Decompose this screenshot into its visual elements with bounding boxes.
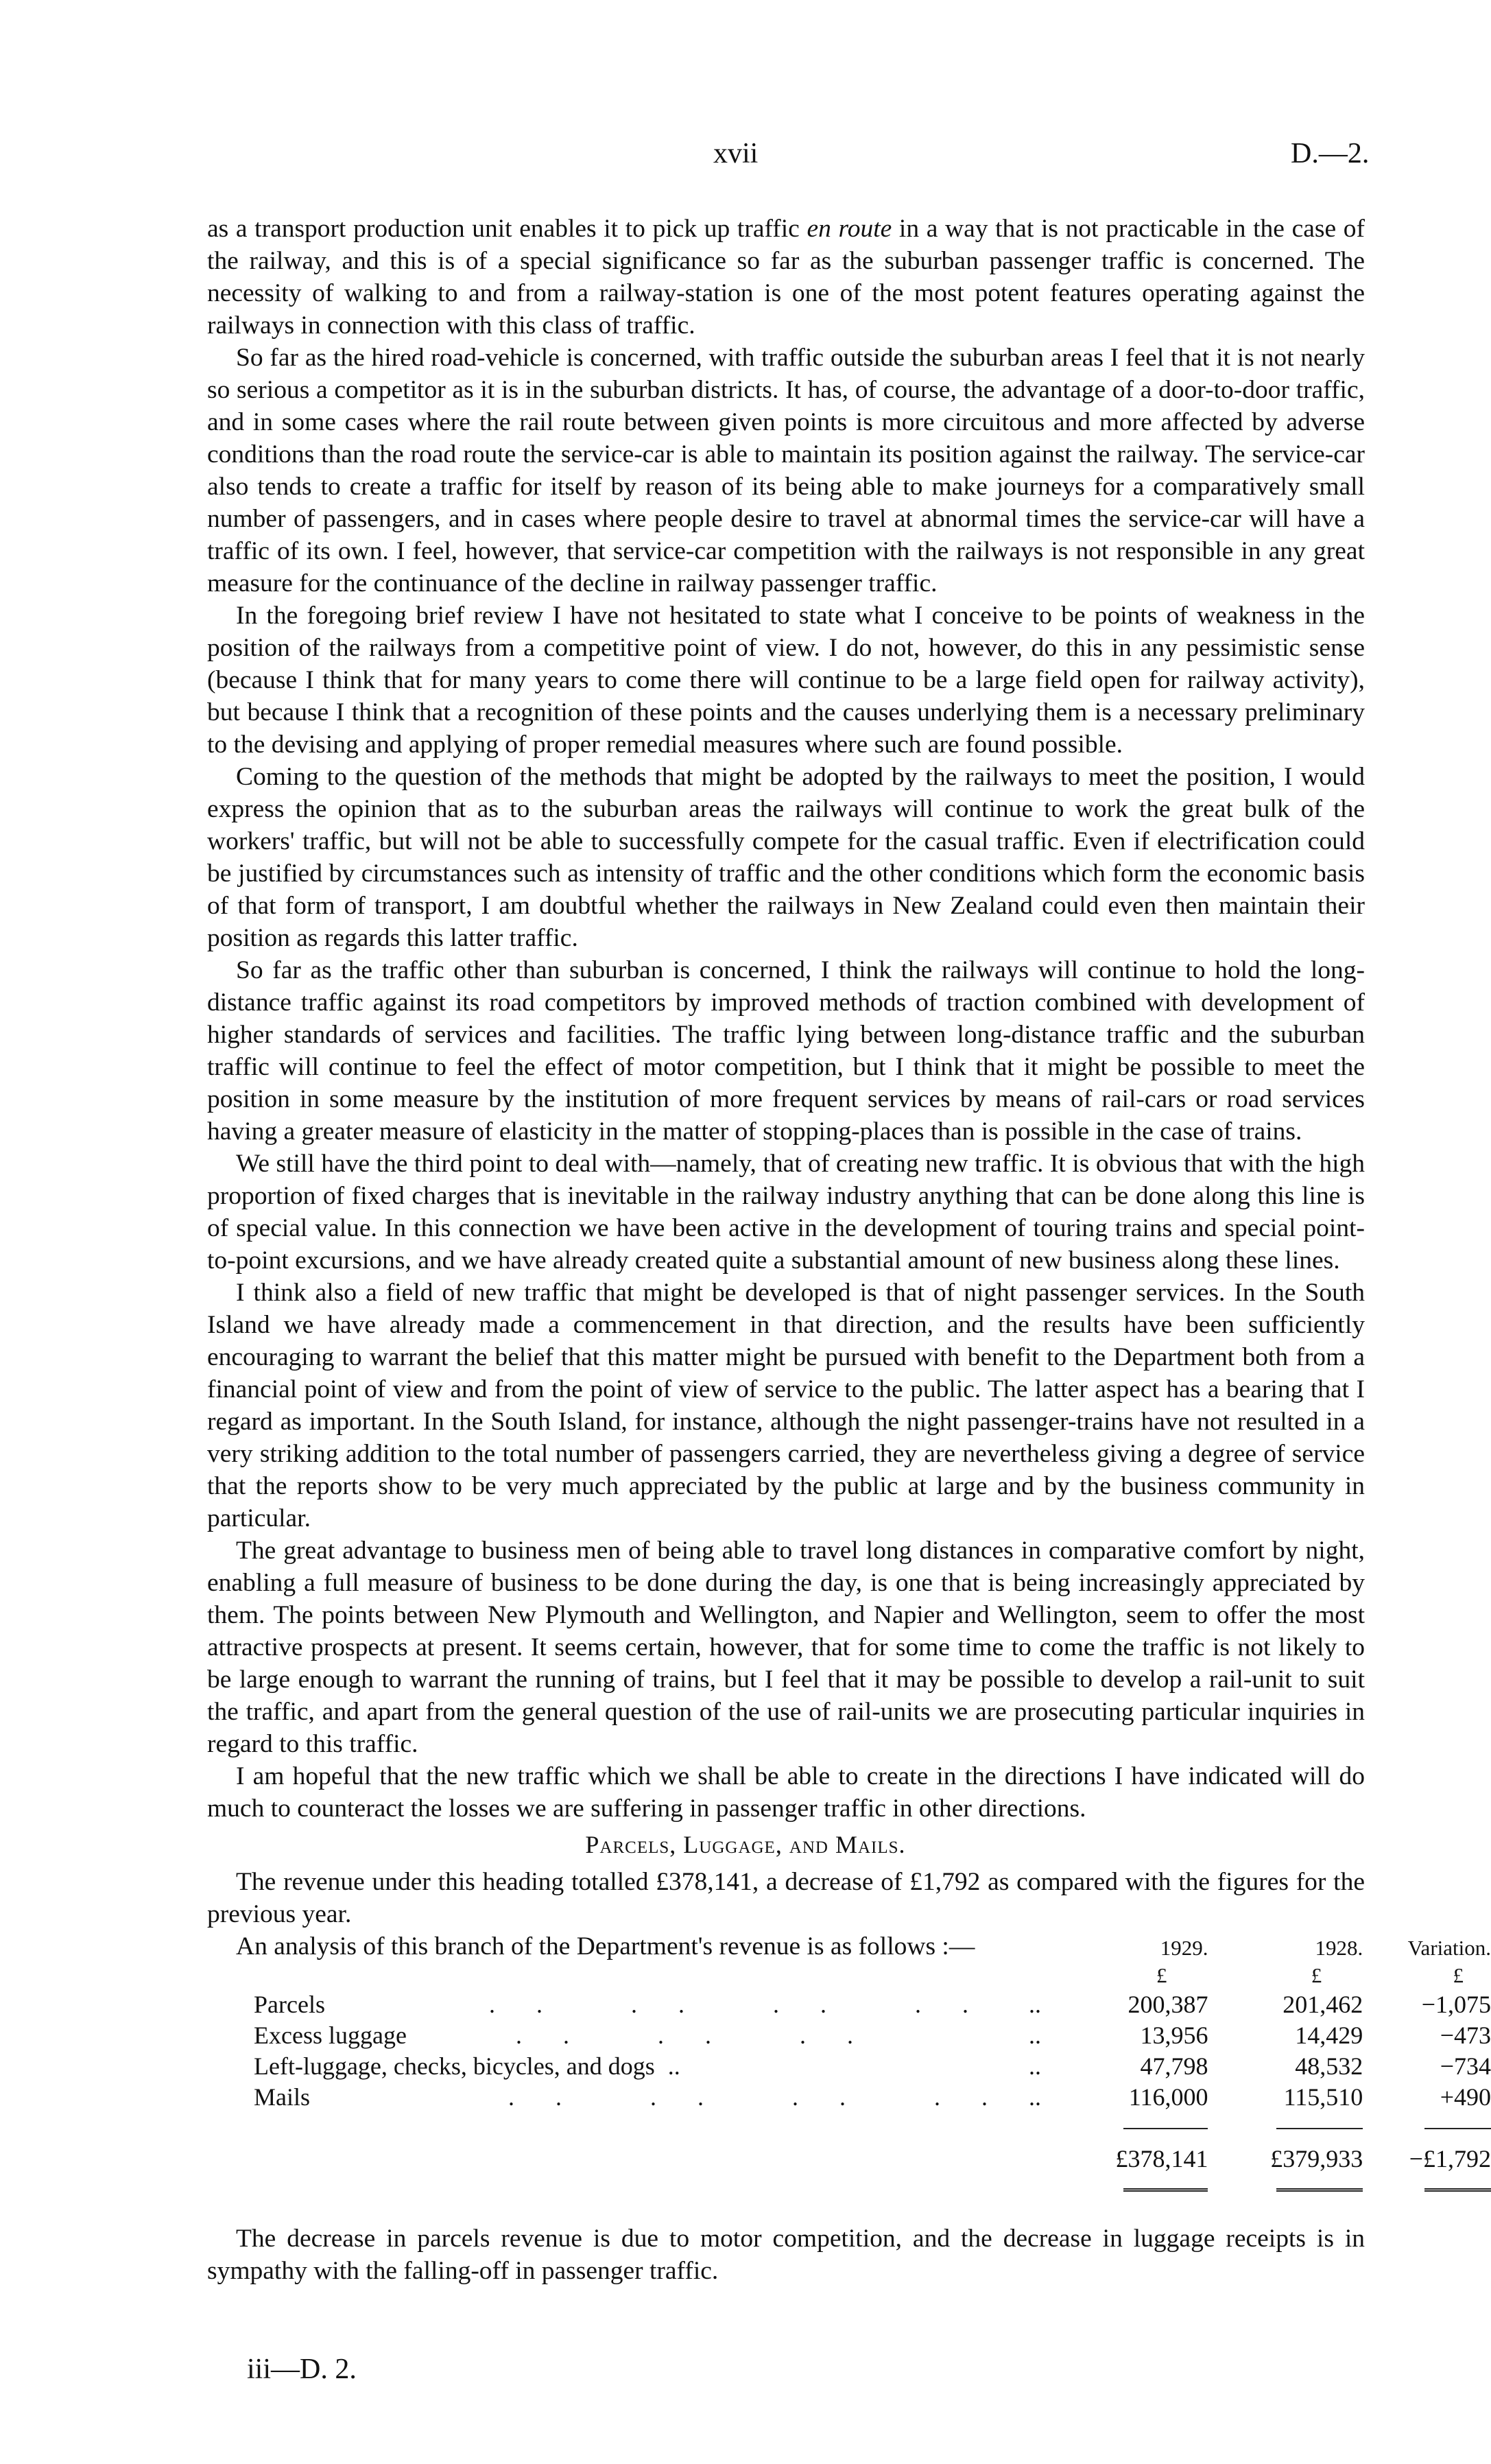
totals-row xyxy=(254,2144,1491,2175)
paragraph: So far as the traffic other than suburban is concerned, I think the railways will continue to hold the long-distance traffic against its road competitors by improved methods of traction combined with development of higher standards of services and facilities. The traffic lying between long-distance traffic and the suburban traffic will continue to feel the effect of motor competition, but I think that it might be possible to meet the position in some measure by the institution of more frequent services by means of rail-cars or road services having a greater measure of elasticity in the matter of stopping-places than is possible in the case of trains. xyxy=(207,956,1365,1146)
column-header: Variation. xyxy=(1407,1936,1491,1960)
sum-rule xyxy=(1123,2128,1208,2129)
table-row xyxy=(254,2082,1491,2113)
row-label-text: Mails xyxy=(254,2083,311,2111)
paragraph: So far as the hired road-vehicle is concerned, with traffic outside the suburban areas I feel that it is not nearly so serious a competitor as it is in the suburban districts. It has, of course, the advantage of a door-to-door traffic, and in some cases where the rail route between given points is more circuitous and more affected by adverse conditions than the road route the service-car is able to maintain its position against the railway. The service-car also tends to create a traffic for itself by reason of its being able to make journeys for a comparatively small number of passengers, and in cases where people desire to travel at abnormal times the service-car will have a traffic of its own. I feel, however, that service-car competition with the railways is not responsible in any great measure for the continuance of the decline in railway passenger traffic. xyxy=(207,344,1365,597)
row-label xyxy=(254,2082,1029,2113)
row-label xyxy=(254,2051,1029,2082)
document-reference: D.—2. xyxy=(1291,138,1370,169)
text-run: in a way that is not practicable in the case of the railway, and this is of a special significance so far as the suburban passenger traffic is concerned. The necessity of walking to and from a railway-station is one of the most potent features operating against the railways in connection with this class of traffic. xyxy=(207,215,1365,340)
footer-signature: iii—D. 2. xyxy=(247,2354,357,2385)
value-1928: 14,429 xyxy=(1295,2022,1363,2049)
total-rule xyxy=(1424,2188,1491,2192)
variation: −734 xyxy=(1440,2052,1491,2080)
page-number: xvii xyxy=(713,138,759,169)
value-1928: 115,510 xyxy=(1283,2083,1363,2111)
column-header: 1928. xyxy=(1315,1936,1363,1960)
value-1929: 47,798 xyxy=(1140,2052,1208,2080)
revenue-table xyxy=(254,1934,1491,2205)
paragraph xyxy=(207,213,1365,342)
table-row xyxy=(254,2020,1491,2051)
row-label xyxy=(254,1989,1029,2020)
leader-dots: .. xyxy=(1029,2022,1042,2049)
table-row xyxy=(254,2051,1491,2082)
leader-dots: .. xyxy=(667,2052,680,2080)
table-row xyxy=(254,1989,1491,2020)
total-1929: £378,141 xyxy=(1115,2145,1208,2172)
sum-rule xyxy=(1276,2128,1363,2129)
row-label xyxy=(254,2020,1029,2051)
row-label-text: Left-luggage, checks, bicycles, and dogs xyxy=(254,2052,655,2080)
variation: −1,075 xyxy=(1421,1991,1491,2018)
paragraph: The decrease in parcels revenue is due to motor competition, and the decrease in luggage receipts is in sympathy with the falling-off in passenger traffic. xyxy=(207,2225,1365,2285)
paragraph: An analysis of this branch of the Department's revenue is as follows :— xyxy=(236,1932,975,1960)
total-rule xyxy=(1276,2188,1363,2192)
paragraph: We still have the third point to deal with—namely, that of creating new traffic. It is obvious that with the high proportion of fixed charges that is inevitable in the railway industry anything that can be done along this line is of special value. In this connection we have been active in the development of touring trains and special point-to-point excursions, and we have already created quite a substantial amount of new business along these lines. xyxy=(207,1150,1365,1275)
variation: +490 xyxy=(1440,2083,1491,2111)
leader-dots: .. xyxy=(1029,2083,1042,2111)
column-header: 1929. xyxy=(1160,1936,1208,1960)
value-1928: 48,532 xyxy=(1295,2052,1363,2080)
leader-dots: .. xyxy=(1029,2052,1042,2080)
leader-dots: .. .. .. xyxy=(515,2022,894,2049)
total-1928: £379,933 xyxy=(1270,2145,1363,2172)
paragraph: The revenue under this heading totalled £378,141, a decrease of £1,792 as compared with the figures for the previous year. xyxy=(207,1868,1365,1928)
table-header-row xyxy=(254,1934,1491,1962)
value-1929: 200,387 xyxy=(1128,1991,1208,2018)
section-heading: Parcels, Luggage, and Mails. xyxy=(585,1831,906,1858)
value-1928: 201,462 xyxy=(1283,1991,1363,2018)
unit-label: £ xyxy=(1311,1963,1322,1987)
sum-rule xyxy=(1424,2128,1491,2129)
row-label-text: Excess luggage xyxy=(254,2022,407,2049)
row-label-text: Parcels xyxy=(254,1991,325,2018)
table-units-row xyxy=(254,1962,1491,1989)
unit-label: £ xyxy=(1156,1963,1167,1987)
paragraph: The great advantage to business men of being able to travel long distances in comparative comfort by night, enabling a full measure of business to be done during the day, is one that is being increasingly appreciated by them. The points between New Plymouth and Wellington, and Napier and Wellington, seem to offer the most attractive prospects at present. It seems certain, however, that for some time to come the traffic is not likely to be large enough to warrant the running of trains, but I feel that it may be possible to develop a rail-unit to suit the traffic, and apart from the general question of the use of rail-units we are prosecuting particular inquiries in regard to this traffic. xyxy=(207,1537,1365,1758)
leader-dots: .. .. .. .. xyxy=(508,2083,1029,2111)
closing-text xyxy=(207,2223,1365,2287)
value-1929: 116,000 xyxy=(1128,2083,1208,2111)
total-rule xyxy=(1123,2188,1208,2192)
total-variation: −£1,792 xyxy=(1409,2145,1491,2172)
italic-text: en route xyxy=(807,215,892,243)
paragraph: In the foregoing brief review I have not hesitated to state what I conceive to be points of weakness in the position of the railways from a competitive point of view. I do not, however, do this in any pessimistic sense (because I think that for many years to come there will continue to be a large field open for railway activity), but because I think that a recognition of these points and the causes underlying them is a necessary preliminary to the devising and applying of proper remedial measures where such are found possible. xyxy=(207,602,1365,759)
paragraph: Coming to the question of the methods that might be adopted by the railways to meet the position, I would express the opinion that as to the suburban areas the railways will continue to work the great bulk of the workers' traffic, but will not be able to successfully compete for the casual traffic. Even if electrification could be justified by circumstances such as intensity of traffic and the other conditions which form the economic basis of that form of transport, I am doubtful whether the railways in New Zealand could even then maintain their position as regards this latter traffic. xyxy=(207,763,1365,952)
unit-label: £ xyxy=(1453,1963,1464,1987)
paragraph: I am hopeful that the new traffic which we shall be able to create in the directions I have indicated will do much to counteract the losses we are suffering in passenger traffic in other directions. xyxy=(207,1762,1365,1823)
paragraph: I think also a field of new traffic that might be developed is that of night passenger services. In the South Island we have already made a commencement in that direction, and the results have been sufficiently encouraging to warrant the belief that this matter might be pursued with benefit to the Department both from a financial point of view and from the point of view of service to the public. The latter aspect has a bearing that I regard as important. In the South Island, for instance, although the night passenger-trains have not resulted in a very striking addition to the total number of passengers carried, they are nevertheless giving a degree of service that the reports show to be very much appreciated by the public at large and by the business community in particular. xyxy=(207,1279,1365,1532)
leader-dots: .. xyxy=(1029,1991,1042,2018)
value-1929: 13,956 xyxy=(1140,2022,1208,2049)
body-text xyxy=(207,213,1365,1825)
variation: −473 xyxy=(1440,2022,1491,2049)
leader-dots: .. .. .. .. xyxy=(488,1991,1010,2018)
rule-row xyxy=(254,2113,1491,2144)
text-run: as a transport production unit enables it to pick up traffic xyxy=(207,215,807,243)
double-rule-row xyxy=(254,2175,1491,2205)
